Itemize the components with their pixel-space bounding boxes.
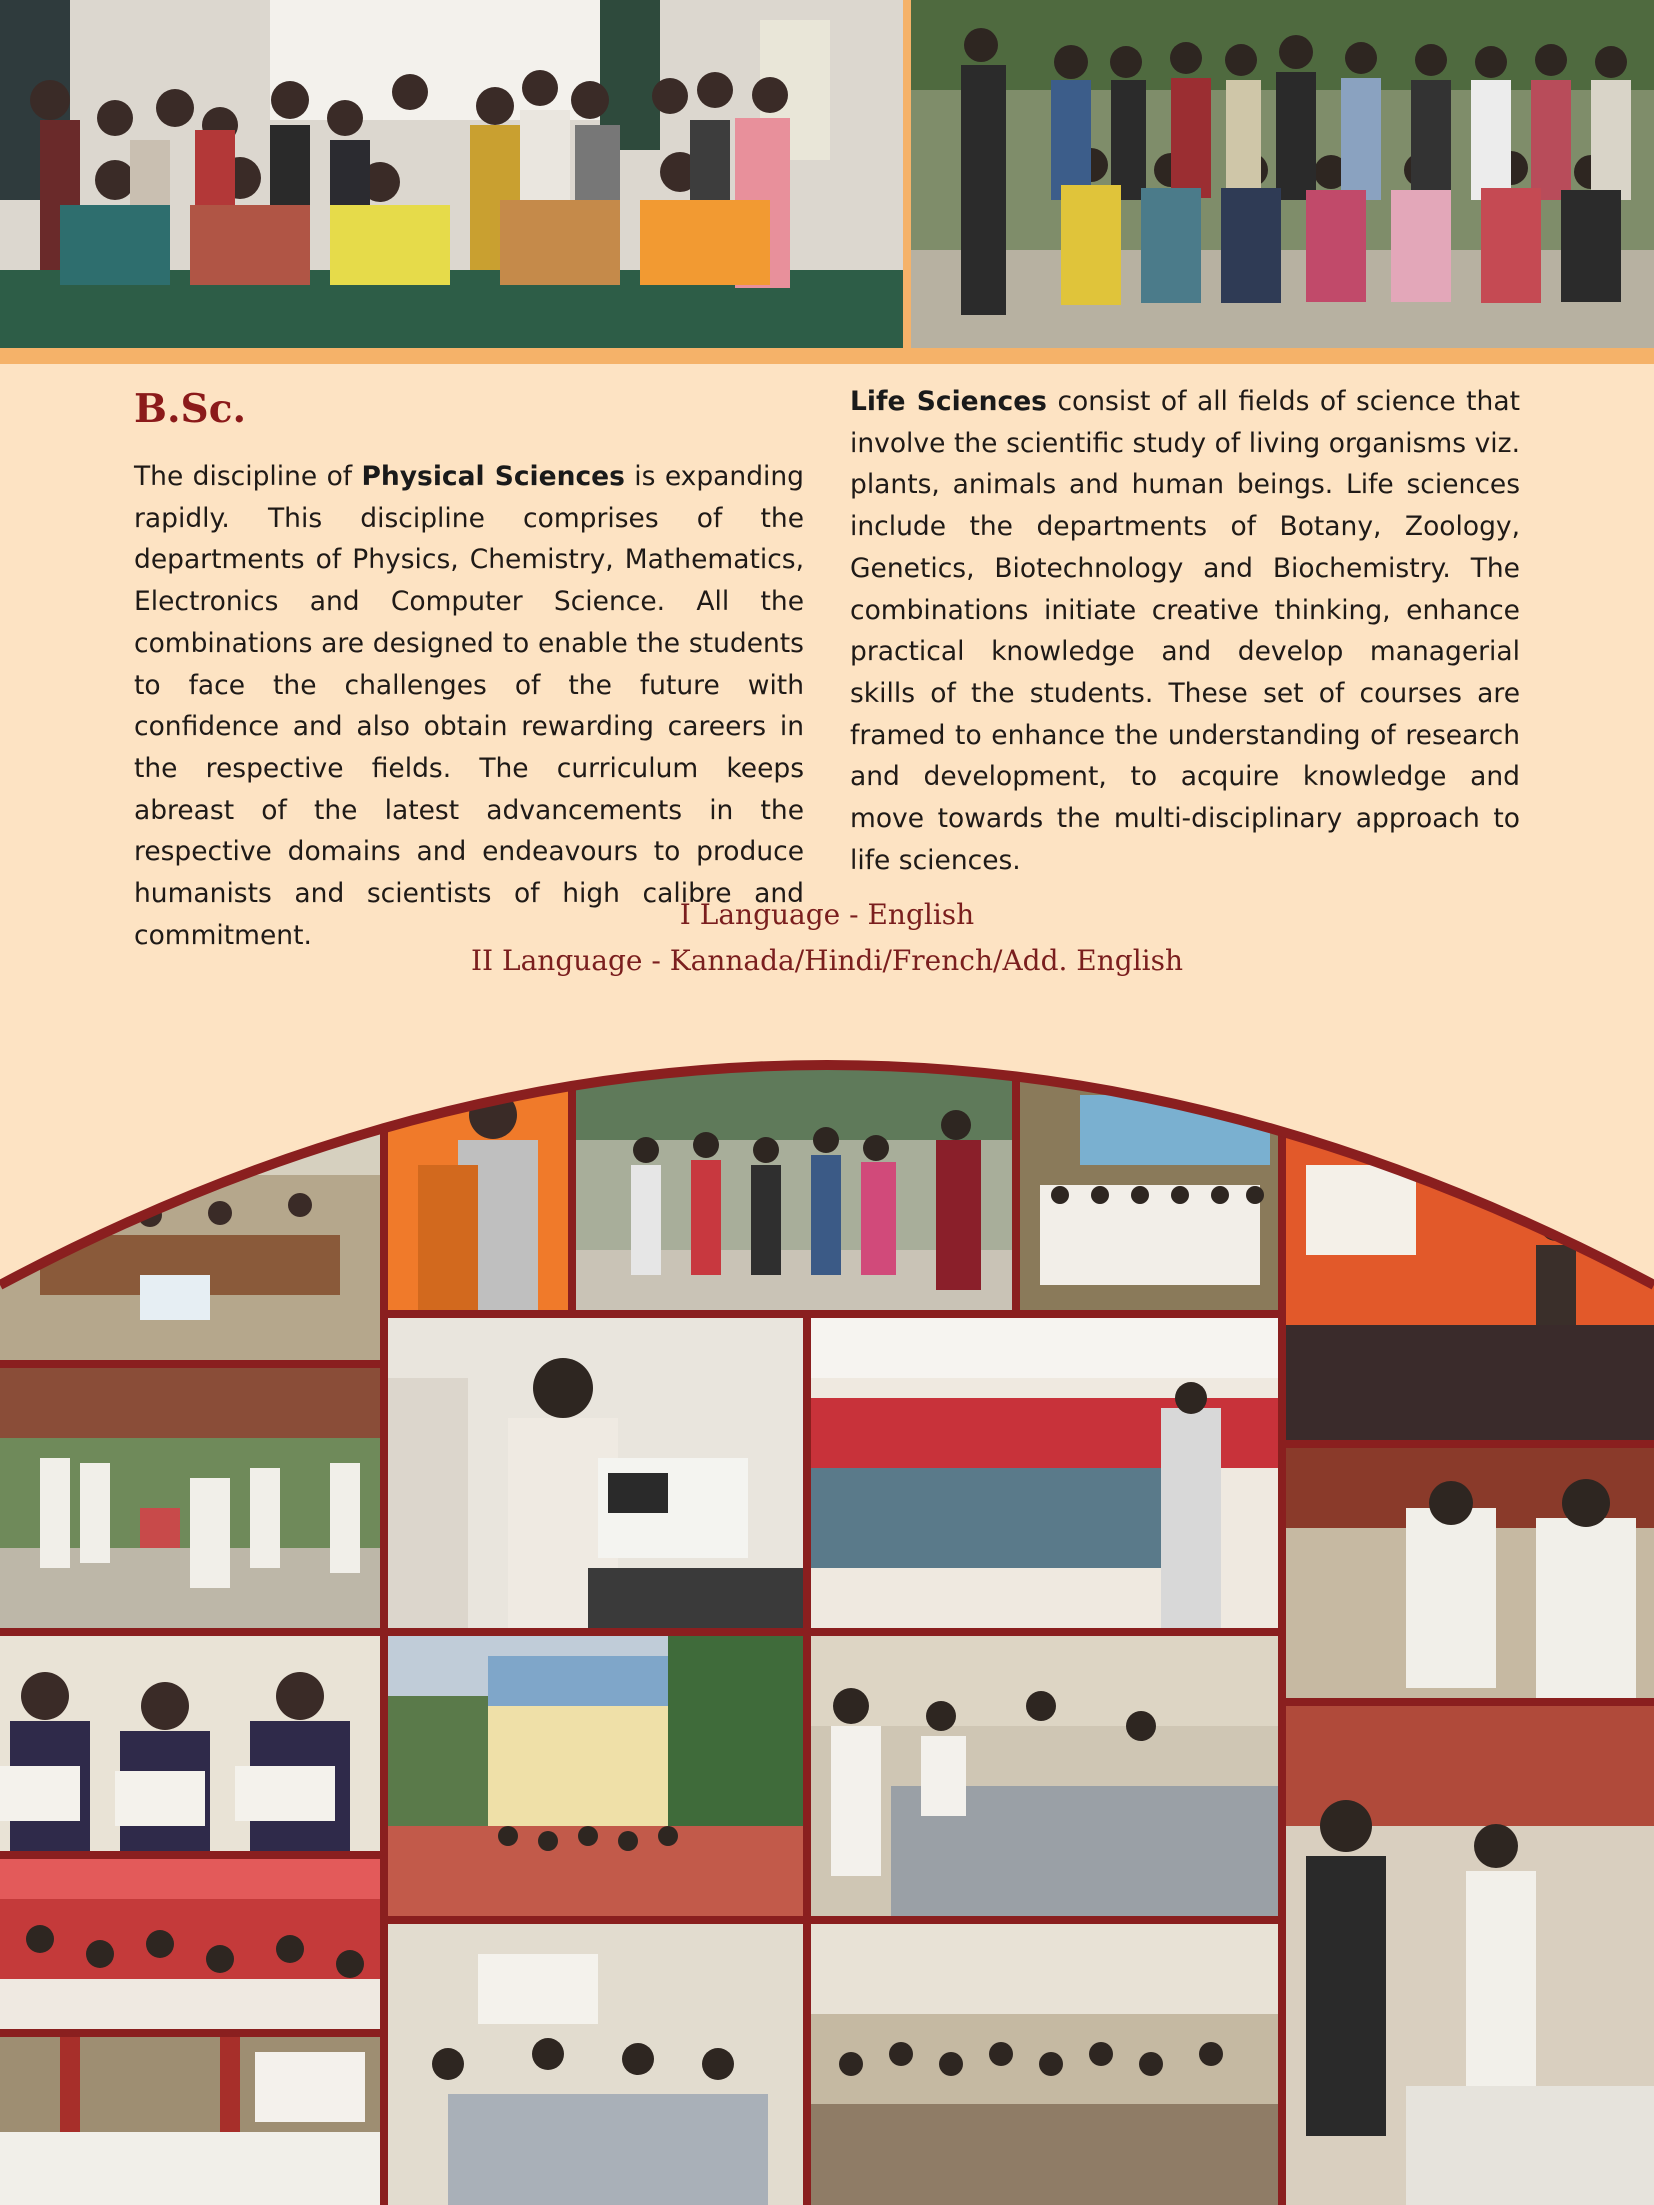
collage-photo-lab-session — [811, 1636, 1278, 1916]
collage-photo-yoga — [1286, 1448, 1654, 1698]
collage-photo-speaker — [388, 1045, 568, 1310]
collage-photo-auditorium — [811, 1318, 1278, 1628]
collage-photo-event-group — [0, 2037, 380, 2205]
collage-photo-exhibition — [1286, 1706, 1654, 2205]
collage-photo-classroom — [0, 1085, 380, 1360]
faculty-group-photo — [0, 0, 903, 348]
life-sciences-paragraph — [850, 381, 1520, 881]
orange-band — [0, 348, 1654, 364]
life-body: consist of all fields of science that involve the scientific study of living organisms viz. plants, animals and human beings. Life sciences include the departments of Botany, Zoology, Genetics, Biotechnology and Biochemistry. The combinations initiate creative thinking, enhance practical knowledge and develop managerial skills of the students. These set of courses are framed to enhance the understanding of research and development, to acquire knowledge and move towards the multi-disciplinary approach to life sciences. — [850, 386, 1520, 876]
photo-divider — [903, 0, 911, 348]
collage-photo-art-workshop — [388, 1924, 803, 2205]
bsc-heading: B.Sc. — [134, 386, 247, 432]
collage-photo-science-lab — [811, 1924, 1278, 2205]
collage-photo-outdoor-tour — [576, 1030, 1012, 1310]
collage-photo-lab-instrument — [388, 1318, 803, 1628]
collage-photo-college-building — [388, 1636, 803, 1916]
collage-photo-group-banner — [1020, 1035, 1278, 1310]
physical-body: is expanding rapidly. This discipline comprises of the departments of Physics, Chemistry, Mathematics, Electronics and Computer Science. All the combinations are designed to enable the students to face the challenges of the future with confidence and also obtain rewarding careers in the respective fields. The curriculum keeps abreast of the latest advancements in the respective domains and endeavours to produce humanists and scientists of high calibre and commitment. — [134, 461, 804, 951]
photo-collage — [0, 1005, 1654, 2205]
field-trip-group-photo — [911, 0, 1654, 348]
life-sciences-term: Life Sciences — [850, 386, 1047, 417]
collage-photo-presentation — [1286, 1105, 1654, 1440]
physical-intro: The discipline of — [134, 461, 362, 492]
first-language-line: I Language - English — [679, 898, 975, 931]
physical-sciences-paragraph — [134, 456, 804, 956]
collage-photo-courtyard — [0, 1368, 380, 1628]
physical-sciences-term: Physical Sciences — [361, 461, 625, 492]
collage-photo-audience — [0, 1859, 380, 2029]
second-language-line: II Language - Kannada/Hindi/French/Add. English — [470, 944, 1184, 977]
collage-photo-certificates — [0, 1636, 380, 1851]
